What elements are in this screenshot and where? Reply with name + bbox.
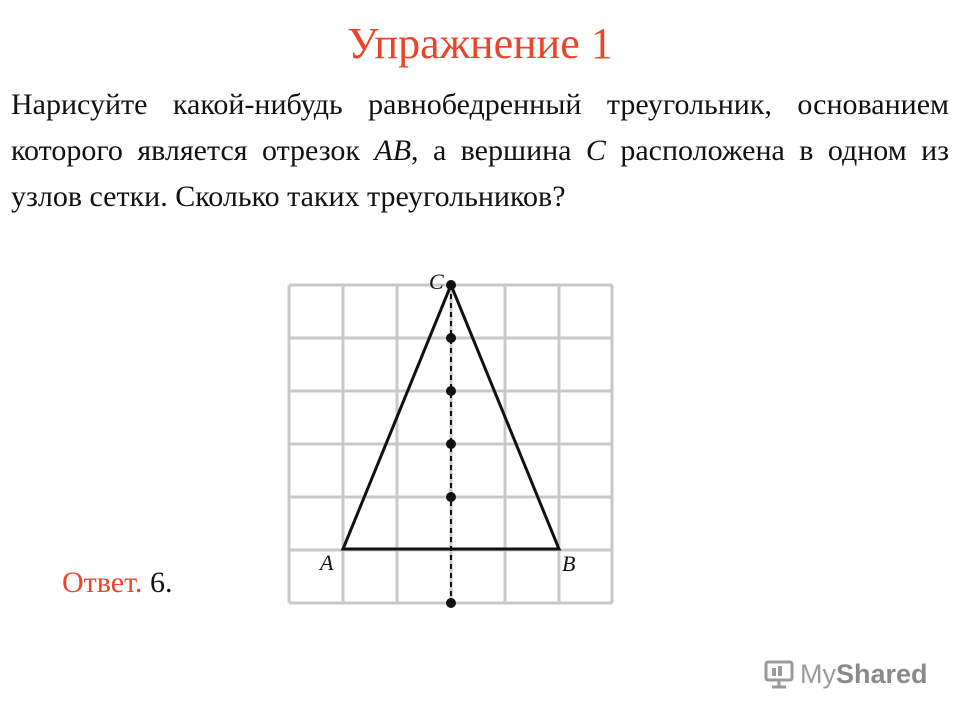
segment-label: AB [374,134,412,167]
label-b: B [562,551,576,576]
watermark-text [800,659,928,690]
answer-value: 6. [149,566,173,599]
answer-label: Ответ. [62,566,143,599]
node-point [446,598,456,608]
vertex-label: C [585,134,606,167]
slide-title: Упражнение 1 [347,19,613,68]
answer [62,560,172,606]
problem-text-part3: расположена в одном из узлов сетки. Сколько таких треугольников? [11,134,949,213]
node-point [446,333,456,343]
label-c: C [429,269,444,294]
presentation-icon [764,659,794,689]
watermark-my: My [800,658,836,689]
label-a: A [320,550,334,575]
node-point [446,386,456,396]
problem-text-part1: Нарисуйте какой-нибудь равнобедренный треугольник, основанием которого является отрезок [11,88,949,167]
problem-text-part2: , а вершина [411,134,586,167]
node-point [446,280,456,290]
watermark-shared: Shared [836,658,928,689]
watermark [764,652,928,696]
node-point [446,492,456,502]
node-point [446,439,456,449]
